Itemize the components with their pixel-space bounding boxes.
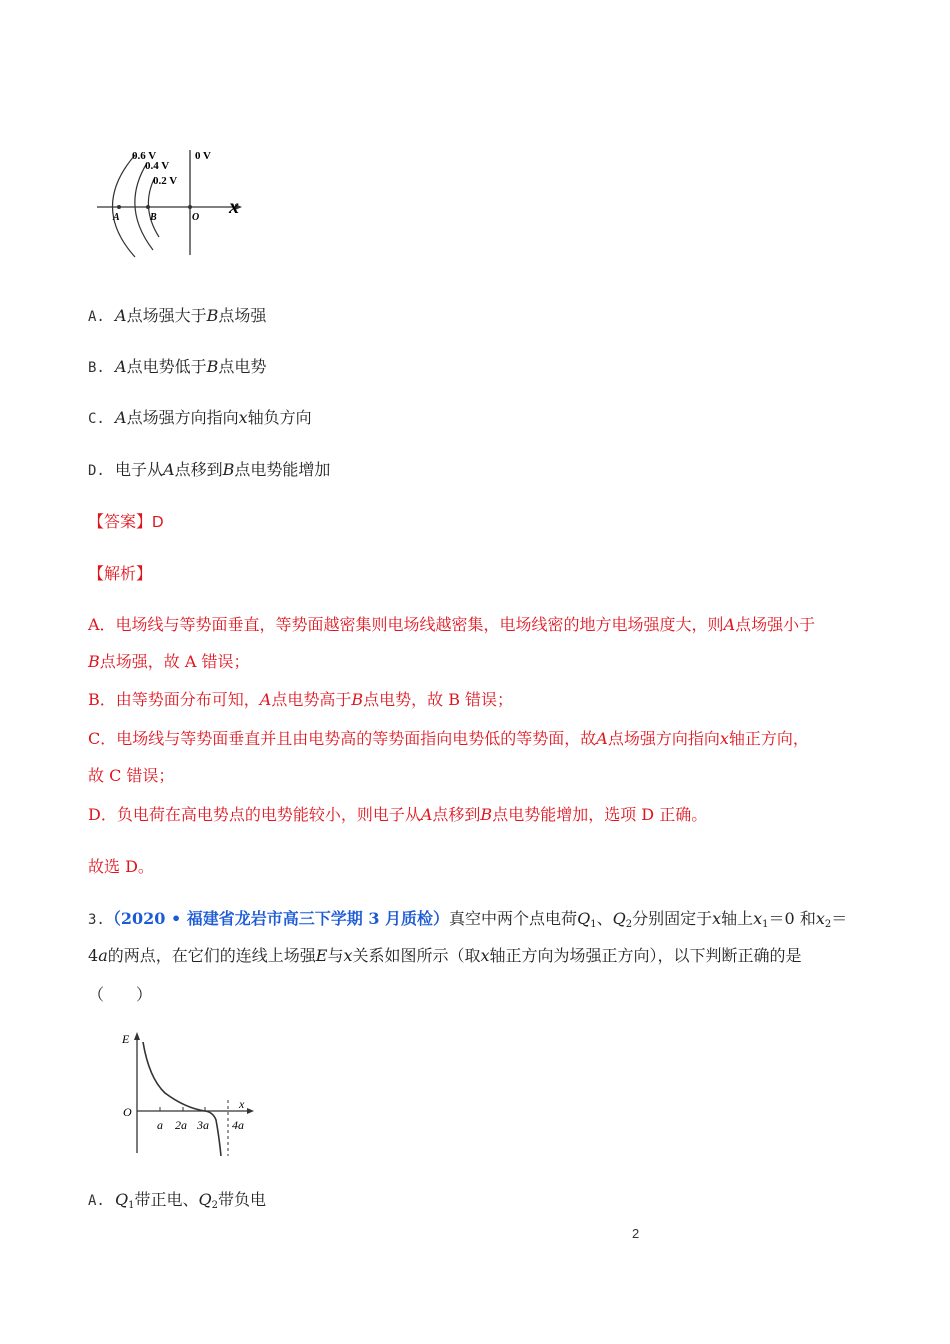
q3-option-a: A. $Q_1$带正电、$Q_2$带负电 — [88, 1190, 267, 1211]
field-curve — [143, 1042, 221, 1156]
point-b-dot — [146, 205, 150, 209]
question-source: （2020 • 福建省龙岩市高三下学期 3 月质检） — [104, 909, 450, 928]
analysis-c-line2: 故 C 错误； — [88, 766, 175, 785]
label-02v: 0.2 V — [153, 175, 178, 187]
point-o-dot — [188, 205, 192, 209]
analysis-c-line1: C．电场线与等势面垂直并且由电势高的等势面指向电势低的等势面，故A点场强方向指向x轴正方向， — [88, 729, 809, 748]
question-3-line2: 4a的两点，在它们的连线上场强E与x关系如图所示（取x轴正方向为场强正方向），以下判断正确的是 — [88, 946, 802, 965]
tick-label-3a: 3a — [197, 1118, 209, 1132]
page-number: 2 — [632, 1226, 640, 1241]
equipotential-figure — [95, 145, 250, 260]
question-3-line1: 3.（2020 • 福建省龙岩市高三下学期 3 月质检）真空中两个点电荷$Q_1$、$Q_2$分别固定于x轴上$x_1=0$ 和$x_2=$ — [88, 909, 848, 930]
label-point-o: O — [192, 212, 200, 223]
label-axis-x: x — [229, 196, 239, 218]
label-04v: 0.4 V — [145, 160, 170, 172]
analysis-d: D．负电荷在高电势点的电势能较小，则电子从A点移到B点电势能增加，选项 D 正确。 — [88, 805, 708, 824]
label-origin: O — [123, 1105, 132, 1119]
analysis-a-line2: B点场强，故 A 错误； — [88, 652, 250, 671]
label-x: x — [239, 1097, 245, 1111]
label-06v: 0.6 V — [132, 150, 157, 162]
tick-label-a: a — [157, 1118, 163, 1132]
option-b: B. A点电势低于B点电势 — [88, 357, 267, 376]
analysis-b: B．由等势面分布可知，A点电势高于B点电势，故 B 错误； — [88, 690, 514, 709]
conclusion: 故选 D。 — [88, 857, 154, 876]
answer: 【答案】D — [88, 512, 164, 531]
field-graph — [115, 1028, 260, 1158]
x-axis-arrow-2 — [247, 1108, 254, 1114]
label-point-b: B — [150, 212, 157, 223]
option-a: A. A点场强大于B点场强 — [88, 306, 267, 325]
label-point-a: A — [113, 212, 120, 223]
label-0v: 0 V — [195, 150, 211, 162]
label-e: E — [122, 1032, 130, 1046]
e-axis-arrow — [134, 1032, 140, 1040]
analysis-label: 【解析】 — [88, 564, 153, 583]
option-c: C. A点场强方向指向x轴负方向 — [88, 408, 312, 427]
question-3-bracket: （ ） — [88, 985, 153, 1004]
analysis-a-line1: A．电场线与等势面垂直，等势面越密集则电场线越密集，电场线密的地方电场强度大，则A点场强小于 — [88, 615, 816, 634]
equipotential-06 — [113, 155, 136, 257]
tick-label-4a: 4a — [232, 1118, 244, 1132]
tick-label-2a: 2a — [175, 1118, 187, 1132]
point-a-dot — [117, 205, 121, 209]
option-d: D. 电子从A点移到B点电势能增加 — [88, 460, 331, 479]
